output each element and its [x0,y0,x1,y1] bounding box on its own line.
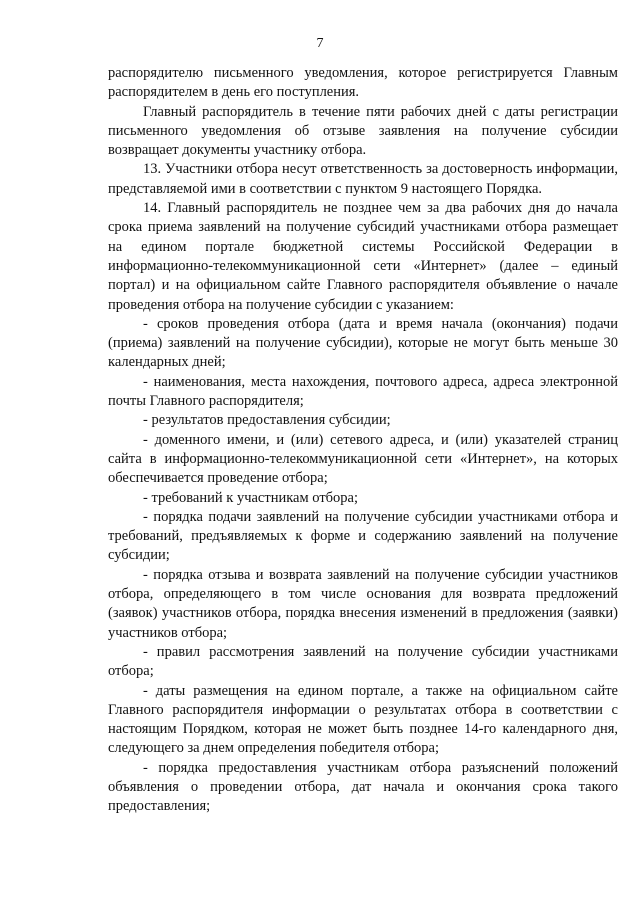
paragraph: - порядка предоставления участникам отбора разъяснений положений объявления о проведении отбора, дат начала и окончания срока такого предоставления; [108,759,618,815]
paragraph: Главный распорядитель в течение пяти рабочих дней с даты регистрации письменного уведомления об отзыве заявления на получение субсидии возвращает документы участнику отбора. [108,103,618,159]
paragraph: - даты размещения на едином портале, а также на официальном сайте Главного распорядителя информации о результатах отбора в соответствии с настоящим Порядком, которая не может быть позднее 14-го календарного дня, следующего за днем определения победителя отбора; [108,682,618,757]
paragraph: - результатов предоставления субсидии; [143,412,391,429]
paragraph: - наименования, места нахождения, почтового адреса, адреса электронной почты Главного распорядителя; [108,373,618,410]
paragraph: - сроков проведения отбора (дата и время начала (окончания) подачи (приема) заявлений на получение субсидии), которые не могут быть меньше 30 календарных дней; [108,315,618,371]
paragraph: - порядка подачи заявлений на получение субсидии участниками отбора и требований, предъявляемых к форме и содержанию заявлений на получение субсидии; [108,508,618,564]
paragraph: распорядителю письменного уведомления, которое регистрируется Главным распорядителем в день его поступления. [108,65,618,101]
paragraph: 13. Участники отбора несут ответственность за достоверность информации, представляемой ими в соответствии с пунктом 9 настоящего Порядка. [108,161,618,197]
paragraph: - правил рассмотрения заявлений на получение субсидии участниками отбора; [108,643,618,680]
page-number: 7 [316,36,324,51]
paragraph: - доменного имени, и (или) сетевого адреса, и (или) указателей страниц сайта в информационно-телекоммуникационной сети «Интернет», на которых обеспечивается проведение отбора; [108,431,618,487]
paragraph: 14. Главный распорядитель не позднее чем за два рабочих дня до начала срока приема заявлений на получение субсидий участниками отбора размещает на едином портале бюджетной системы Российской Федерации в информационно-телекоммуникационной сети «Интернет» (далее – единый портал) и на официальном сайте Главного распорядителя объявление о начале проведения отбора на получение субсидии с указанием: [108,200,618,313]
paragraph: - требований к участникам отбора; [143,489,359,506]
paragraph: - порядка отзыва и возврата заявлений на получение субсидии участников отбора, определяющего в том числе основания для возврата предложений (заявок) участников отбора, порядка внесения изменений в предложения (заявки) участников отбора; [108,566,618,641]
document-body [108,64,618,817]
